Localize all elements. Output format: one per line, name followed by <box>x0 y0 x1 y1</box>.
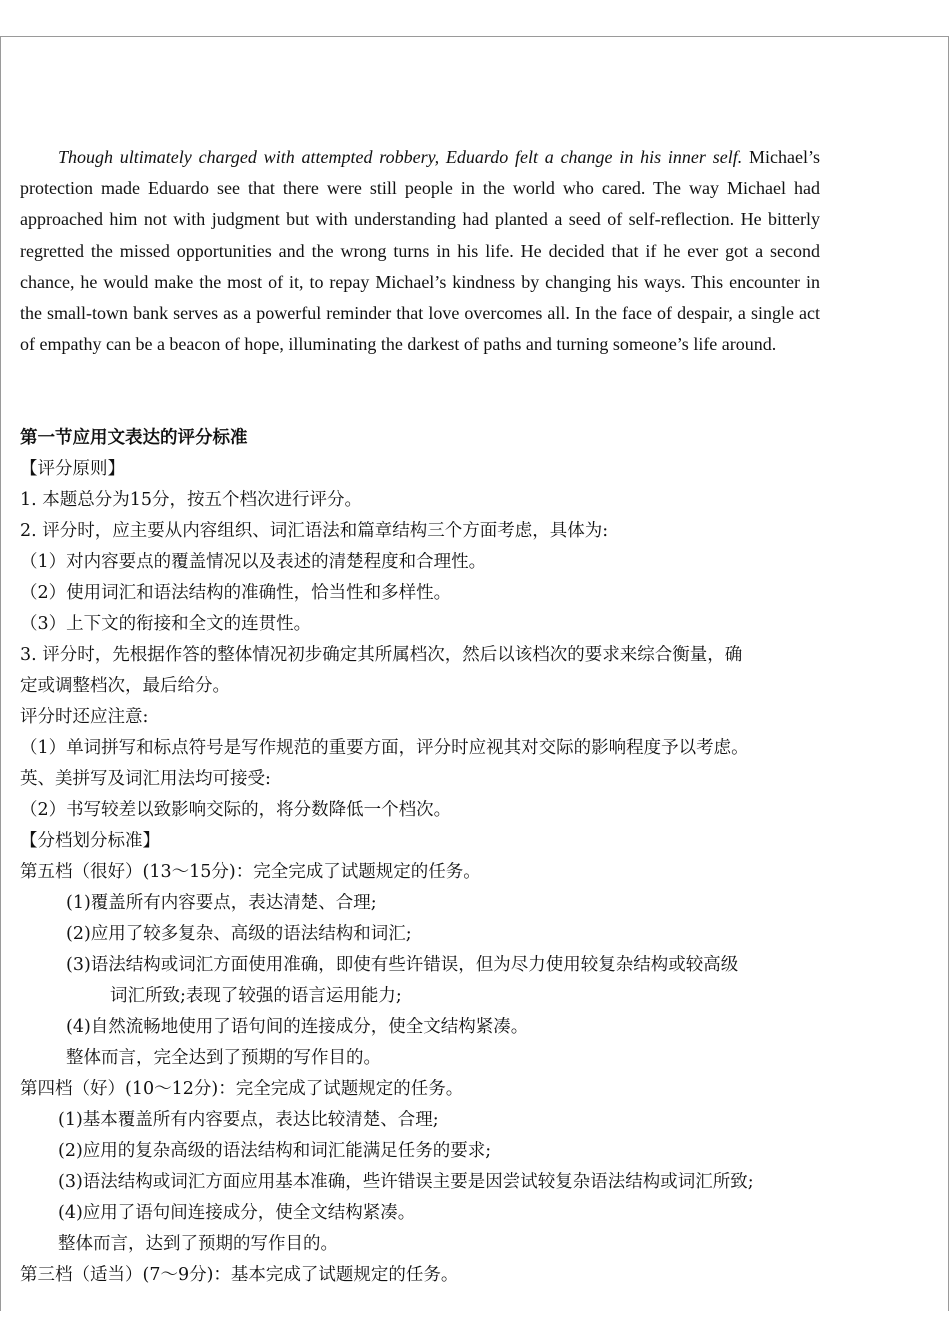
note-2: （2）书写较差以致影响交际的，将分数降低一个档次。 <box>20 800 452 820</box>
grade-5-title: 第五档（很好）(13～15分)：完全完成了试题规定的任务。 <box>20 862 481 882</box>
grades-heading: 【分档划分标准】 <box>20 831 160 851</box>
note-1: （1）单词拼写和标点符号是写作规范的重要方面，评分时应视其对交际的影响程度予以考虑。 <box>20 738 749 758</box>
principle-2-item-1: （1）对内容要点的覆盖情况以及表述的清楚程度和合理性。 <box>20 552 487 572</box>
principle-3-line-1: 3. 评分时，先根据作答的整体情况初步确定其所属档次，然后以该档次的要求来综合衡量，确 <box>20 645 743 665</box>
principle-1: 1. 本题总分为15分，按五个档次进行评分。 <box>20 490 363 510</box>
principle-2-item-2: （2）使用词汇和语法结构的准确性，恰当性和多样性。 <box>20 583 452 603</box>
grade-5-item-4: (4)自然流畅地使用了语句间的连接成分，使全文结构紧凑。 <box>66 1017 529 1037</box>
essay-paragraph <box>20 142 820 360</box>
grade-4-item-2: (2)应用的复杂高级的语法结构和词汇能满足任务的要求; <box>58 1141 492 1161</box>
essay-body: Michael’s protection made Eduardo see that there were still people in the world who cared. The way Michael had approached him not with judgment but with understanding had planted a seed of self-reflection. He bitterly regretted the missed opportunities and the wrong turns in his life. He decided that if he ever got a second chance, he would make the most of it, to repay Michael’s kindness by changing his ways. This encounter in the small-town bank serves as a powerful reminder that love overcomes all. In the face of despair, a single act of empathy can be a beacon of hope, illuminating the darkest of paths and turning someone’s life around. <box>20 147 820 355</box>
section-title: 第一节应用文表达的评分标准 <box>20 428 248 448</box>
note-1-continued: 英、美拼写及词汇用法均可接受: <box>20 769 271 789</box>
grade-5-item-1: (1)覆盖所有内容要点，表达清楚、合理; <box>66 893 377 913</box>
grade-4-summary: 整体而言，达到了预期的写作目的。 <box>58 1234 338 1254</box>
principle-3-line-2: 定或调整档次，最后给分。 <box>20 676 230 696</box>
grade-5-item-2: (2)应用了较多复杂、高级的语法结构和词汇; <box>66 924 412 944</box>
grade-4-title: 第四档（好）(10～12分)：完全完成了试题规定的任务。 <box>20 1079 464 1099</box>
principles-heading: 【评分原则】 <box>20 459 125 479</box>
principle-2-item-3: （3）上下文的衔接和全文的连贯性。 <box>20 614 312 634</box>
grade-4-item-4: (4)应用了语句间连接成分，使全文结构紧凑。 <box>58 1203 416 1223</box>
grade-4-item-1: (1)基本覆盖所有内容要点，表达比较清楚、合理; <box>58 1110 439 1130</box>
grade-4-item-3: (3)语法结构或词汇方面应用基本准确，些许错误主要是因尝试较复杂语法结构或词汇所致; <box>58 1172 754 1192</box>
grade-5-item-3: (3)语法结构或词汇方面使用准确，即使有些许错误，但为尽力使用较复杂结构或较高级 <box>66 955 739 975</box>
principle-2: 2. 评分时，应主要从内容组织、词汇语法和篇章结构三个方面考虑，具体为: <box>20 521 609 541</box>
note-heading: 评分时还应注意: <box>20 707 149 727</box>
grade-5-summary: 整体而言，完全达到了预期的写作目的。 <box>66 1048 381 1068</box>
grade-3-title: 第三档（适当）(7～9分)：基本完成了试题规定的任务。 <box>20 1265 459 1285</box>
essay-italic-lead: Though ultimately charged with attempted robbery, Eduardo felt a change in his inner self. <box>58 147 743 167</box>
grade-5-item-3-continued: 词汇所致;表现了较强的语言运用能力; <box>110 986 402 1006</box>
